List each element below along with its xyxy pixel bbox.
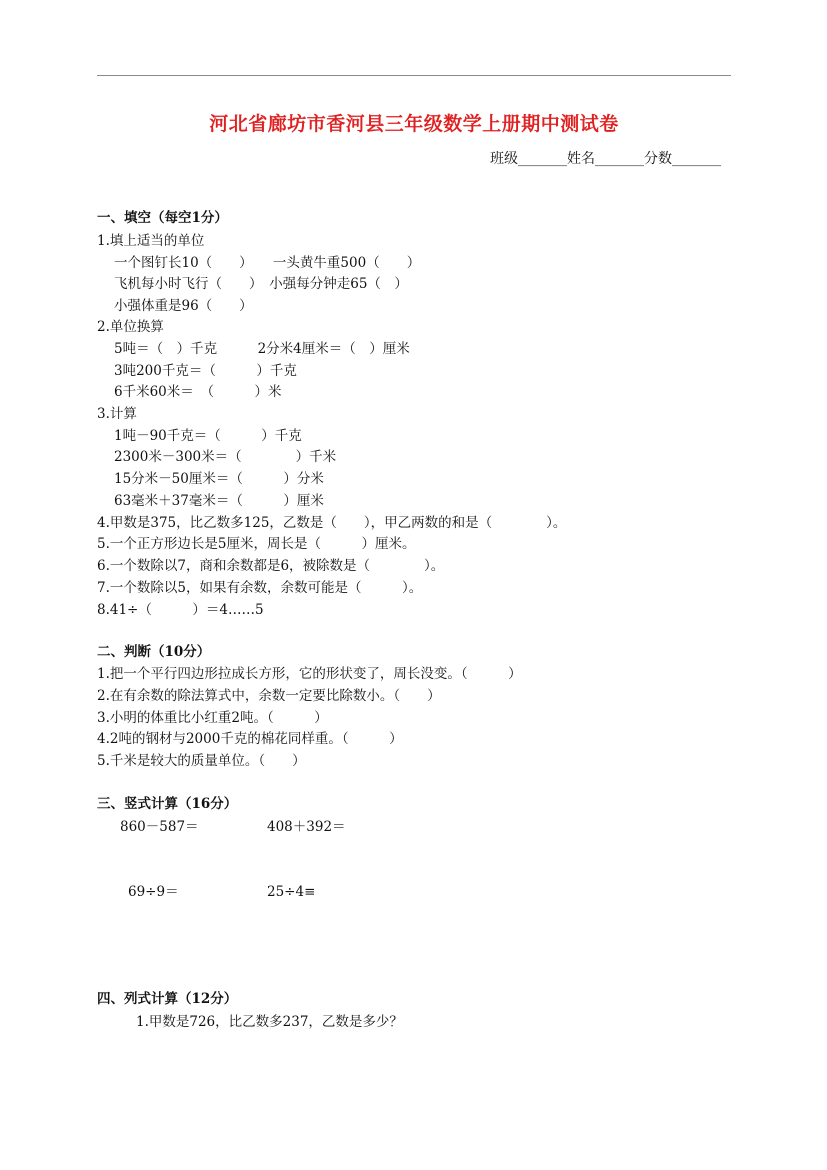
exam-title: 河北省廊坊市香河县三年级数学上册期中测试卷 bbox=[209, 113, 619, 135]
section1-heading: 一、填空（每空1分） bbox=[97, 210, 228, 226]
fill-item: 一个图钉长10（ ） 一头黄牛重500（ ） bbox=[114, 255, 421, 271]
fill-question-6: 6.一个数除以7，商和余数都是6，被除数是（ ）。 bbox=[97, 558, 445, 574]
score-blank: _______ bbox=[672, 151, 721, 167]
header-rule bbox=[97, 75, 731, 76]
section3-heading: 三、竖式计算（16分） bbox=[97, 796, 238, 812]
class-label: 班级 bbox=[490, 151, 518, 167]
judge-question-5: 5.千米是较大的质量单位。（ ） bbox=[97, 753, 306, 769]
score-label: 分数 bbox=[644, 151, 672, 167]
vertical-calc-3: 69÷9＝ bbox=[128, 884, 179, 900]
judge-question-2: 2.在有余数的除法算式中，余数一定要比除数小。（ ） bbox=[97, 688, 441, 704]
fill-question-3: 3.计算 bbox=[97, 406, 137, 422]
fill-item: 飞机每小时飞行（ ） 小强每分钟走65（ ） bbox=[114, 276, 408, 292]
fill-question-4: 4.甲数是375，比乙数多125，乙数是（ ），甲乙两数的和是（ ）。 bbox=[97, 515, 567, 531]
name-label: 姓名 bbox=[567, 151, 595, 167]
fill-item: 小强体重是96（ ） bbox=[114, 298, 253, 314]
vertical-calc-1: 860－587＝ bbox=[120, 819, 199, 835]
judge-question-4: 4.2吨的钢材与2000千克的棉花同样重。（ ） bbox=[97, 731, 403, 747]
vertical-calc-2: 408＋392＝ bbox=[267, 819, 346, 835]
fill-item: 5吨＝（ ）千克 2分米4厘米＝（ ）厘米 bbox=[114, 341, 410, 357]
fill-item: 3吨200千克＝（ ）千克 bbox=[114, 363, 297, 379]
word-problem-1: 1.甲数是726，比乙数多237，乙数是多少？ bbox=[136, 1014, 403, 1030]
fill-question-5: 5.一个正方形边长是5厘米，周长是（ ）厘米。 bbox=[97, 536, 416, 552]
name-blank: _______ bbox=[595, 151, 644, 167]
student-info-line bbox=[490, 150, 721, 168]
class-blank: _______ bbox=[518, 151, 567, 167]
fill-item: 6千米60米＝ （ ）米 bbox=[114, 384, 282, 400]
fill-question-8: 8.41÷（ ）＝4……5 bbox=[97, 602, 264, 618]
fill-question-2: 2.单位换算 bbox=[97, 319, 164, 335]
judge-question-1: 1.把一个平行四边形拉成长方形，它的形状变了，周长没变。（ ） bbox=[97, 666, 522, 682]
fill-item: 1吨－90千克＝（ ）千克 bbox=[114, 428, 302, 444]
fill-item: 63毫米＋37毫米＝（ ）厘米 bbox=[114, 493, 324, 509]
section4-heading: 四、列式计算（12分） bbox=[97, 991, 238, 1007]
fill-question-7: 7.一个数除以5，如果有余数，余数可能是（ ）。 bbox=[97, 580, 423, 596]
fill-item: 2300米－300米＝（ ）千米 bbox=[114, 449, 337, 465]
section2-heading: 二、判断（10分） bbox=[97, 644, 211, 660]
vertical-calc-4: 25÷4≡ bbox=[267, 884, 316, 900]
fill-item: 15分米－50厘米＝（ ）分米 bbox=[114, 471, 324, 487]
judge-question-3: 3.小明的体重比小红重2吨。（ ） bbox=[97, 710, 328, 726]
fill-question-1: 1.填上适当的单位 bbox=[97, 233, 205, 249]
